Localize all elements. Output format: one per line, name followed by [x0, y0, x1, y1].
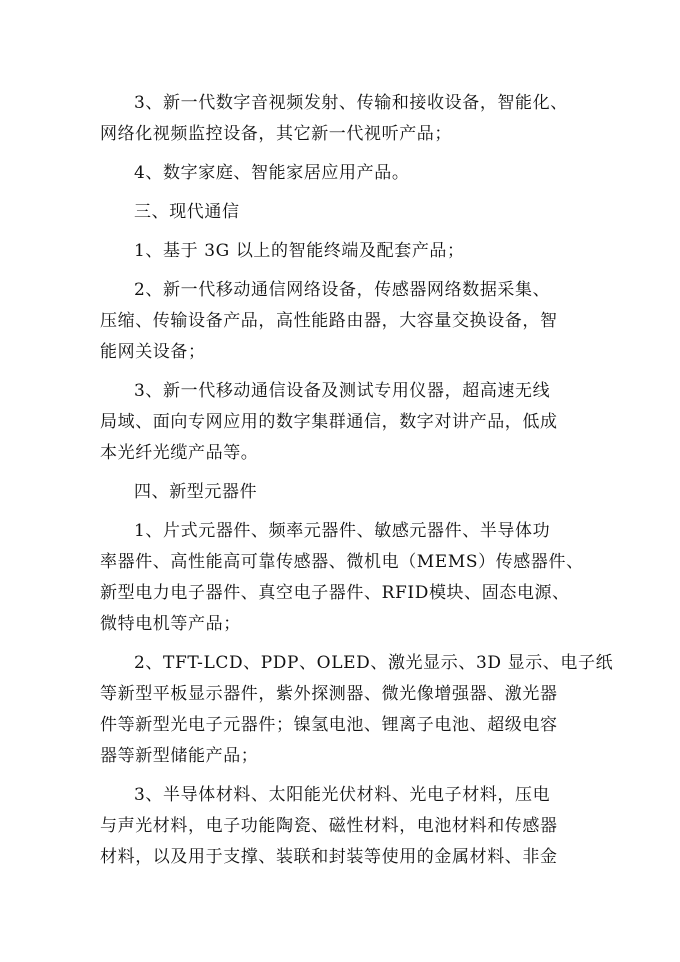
text-line: 3、新一代数字音视频发射、传输和接收设备，智能化、	[134, 93, 568, 113]
paragraph-item-2-display-devices	[100, 648, 614, 772]
text-line: 与声光材料，电子功能陶瓷、磁性材料，电池材料和传感器	[100, 816, 558, 836]
text-line: 3、半导体材料、太阳能光伏材料、光电子材料，压电	[134, 785, 551, 805]
text-line: 2、TFT-LCD、PDP、OLED、激光显示、3D 显示、电子纸	[134, 653, 614, 673]
section-heading-text: 四、新型元器件	[134, 482, 258, 502]
text-line: 等新型平板显示器件，紫外探测器、微光像增强器、激光器	[100, 684, 558, 704]
text-line: 2、新一代移动通信网络设备，传感器网络数据采集、	[134, 280, 551, 300]
text-line: 器等新型储能产品；	[100, 746, 259, 766]
text-line: 网络化视频监控设备，其它新一代视听产品；	[100, 124, 452, 144]
text-line: 新型电力电子器件、真空电子器件、RFID模块、固态电源、	[100, 583, 570, 603]
paragraph-item-4-digital-home	[100, 158, 590, 189]
text-line: 局域、面向专网应用的数字集群通信，数字对讲产品，低成	[100, 412, 558, 432]
text-line: 率器件、高性能高可靠传感器、微机电（MEMS）传感器件、	[100, 552, 584, 572]
section-heading-modern-communication	[100, 197, 590, 228]
paragraph-item-1-3g-terminals	[100, 236, 590, 267]
text-line: 4、数字家庭、智能家居应用产品。	[134, 163, 410, 183]
section-heading-new-components	[100, 477, 590, 508]
paragraph-item-3-mobile-test-instruments	[100, 376, 590, 469]
text-line: 能网关设备；	[100, 342, 206, 362]
text-line: 本光纤光缆产品等。	[100, 443, 259, 463]
paragraph-item-1-chip-components	[100, 516, 590, 640]
text-line: 材料，以及用于支撑、装联和封装等使用的金属材料、非金	[100, 847, 558, 867]
text-line: 1、基于 3G 以上的智能终端及配套产品；	[134, 241, 465, 261]
paragraph-item-3-materials	[100, 780, 590, 873]
text-line: 3、新一代移动通信设备及测试专用仪器，超高速无线	[134, 381, 551, 401]
text-line: 压缩、传输设备产品，高性能路由器，大容量交换设备，智	[100, 311, 558, 331]
text-line: 微特电机等产品；	[100, 614, 241, 634]
text-line: 1、片式元器件、频率元器件、敏感元器件、半导体功	[134, 521, 551, 541]
text-line: 件等新型光电子元器件；镍氢电池、锂离子电池、超级电容	[100, 715, 558, 735]
document-body	[100, 88, 614, 881]
section-heading-text: 三、现代通信	[134, 202, 240, 222]
paragraph-item-2-network-equipment	[100, 275, 590, 368]
paragraph-item-3-av-equipment	[100, 88, 590, 150]
